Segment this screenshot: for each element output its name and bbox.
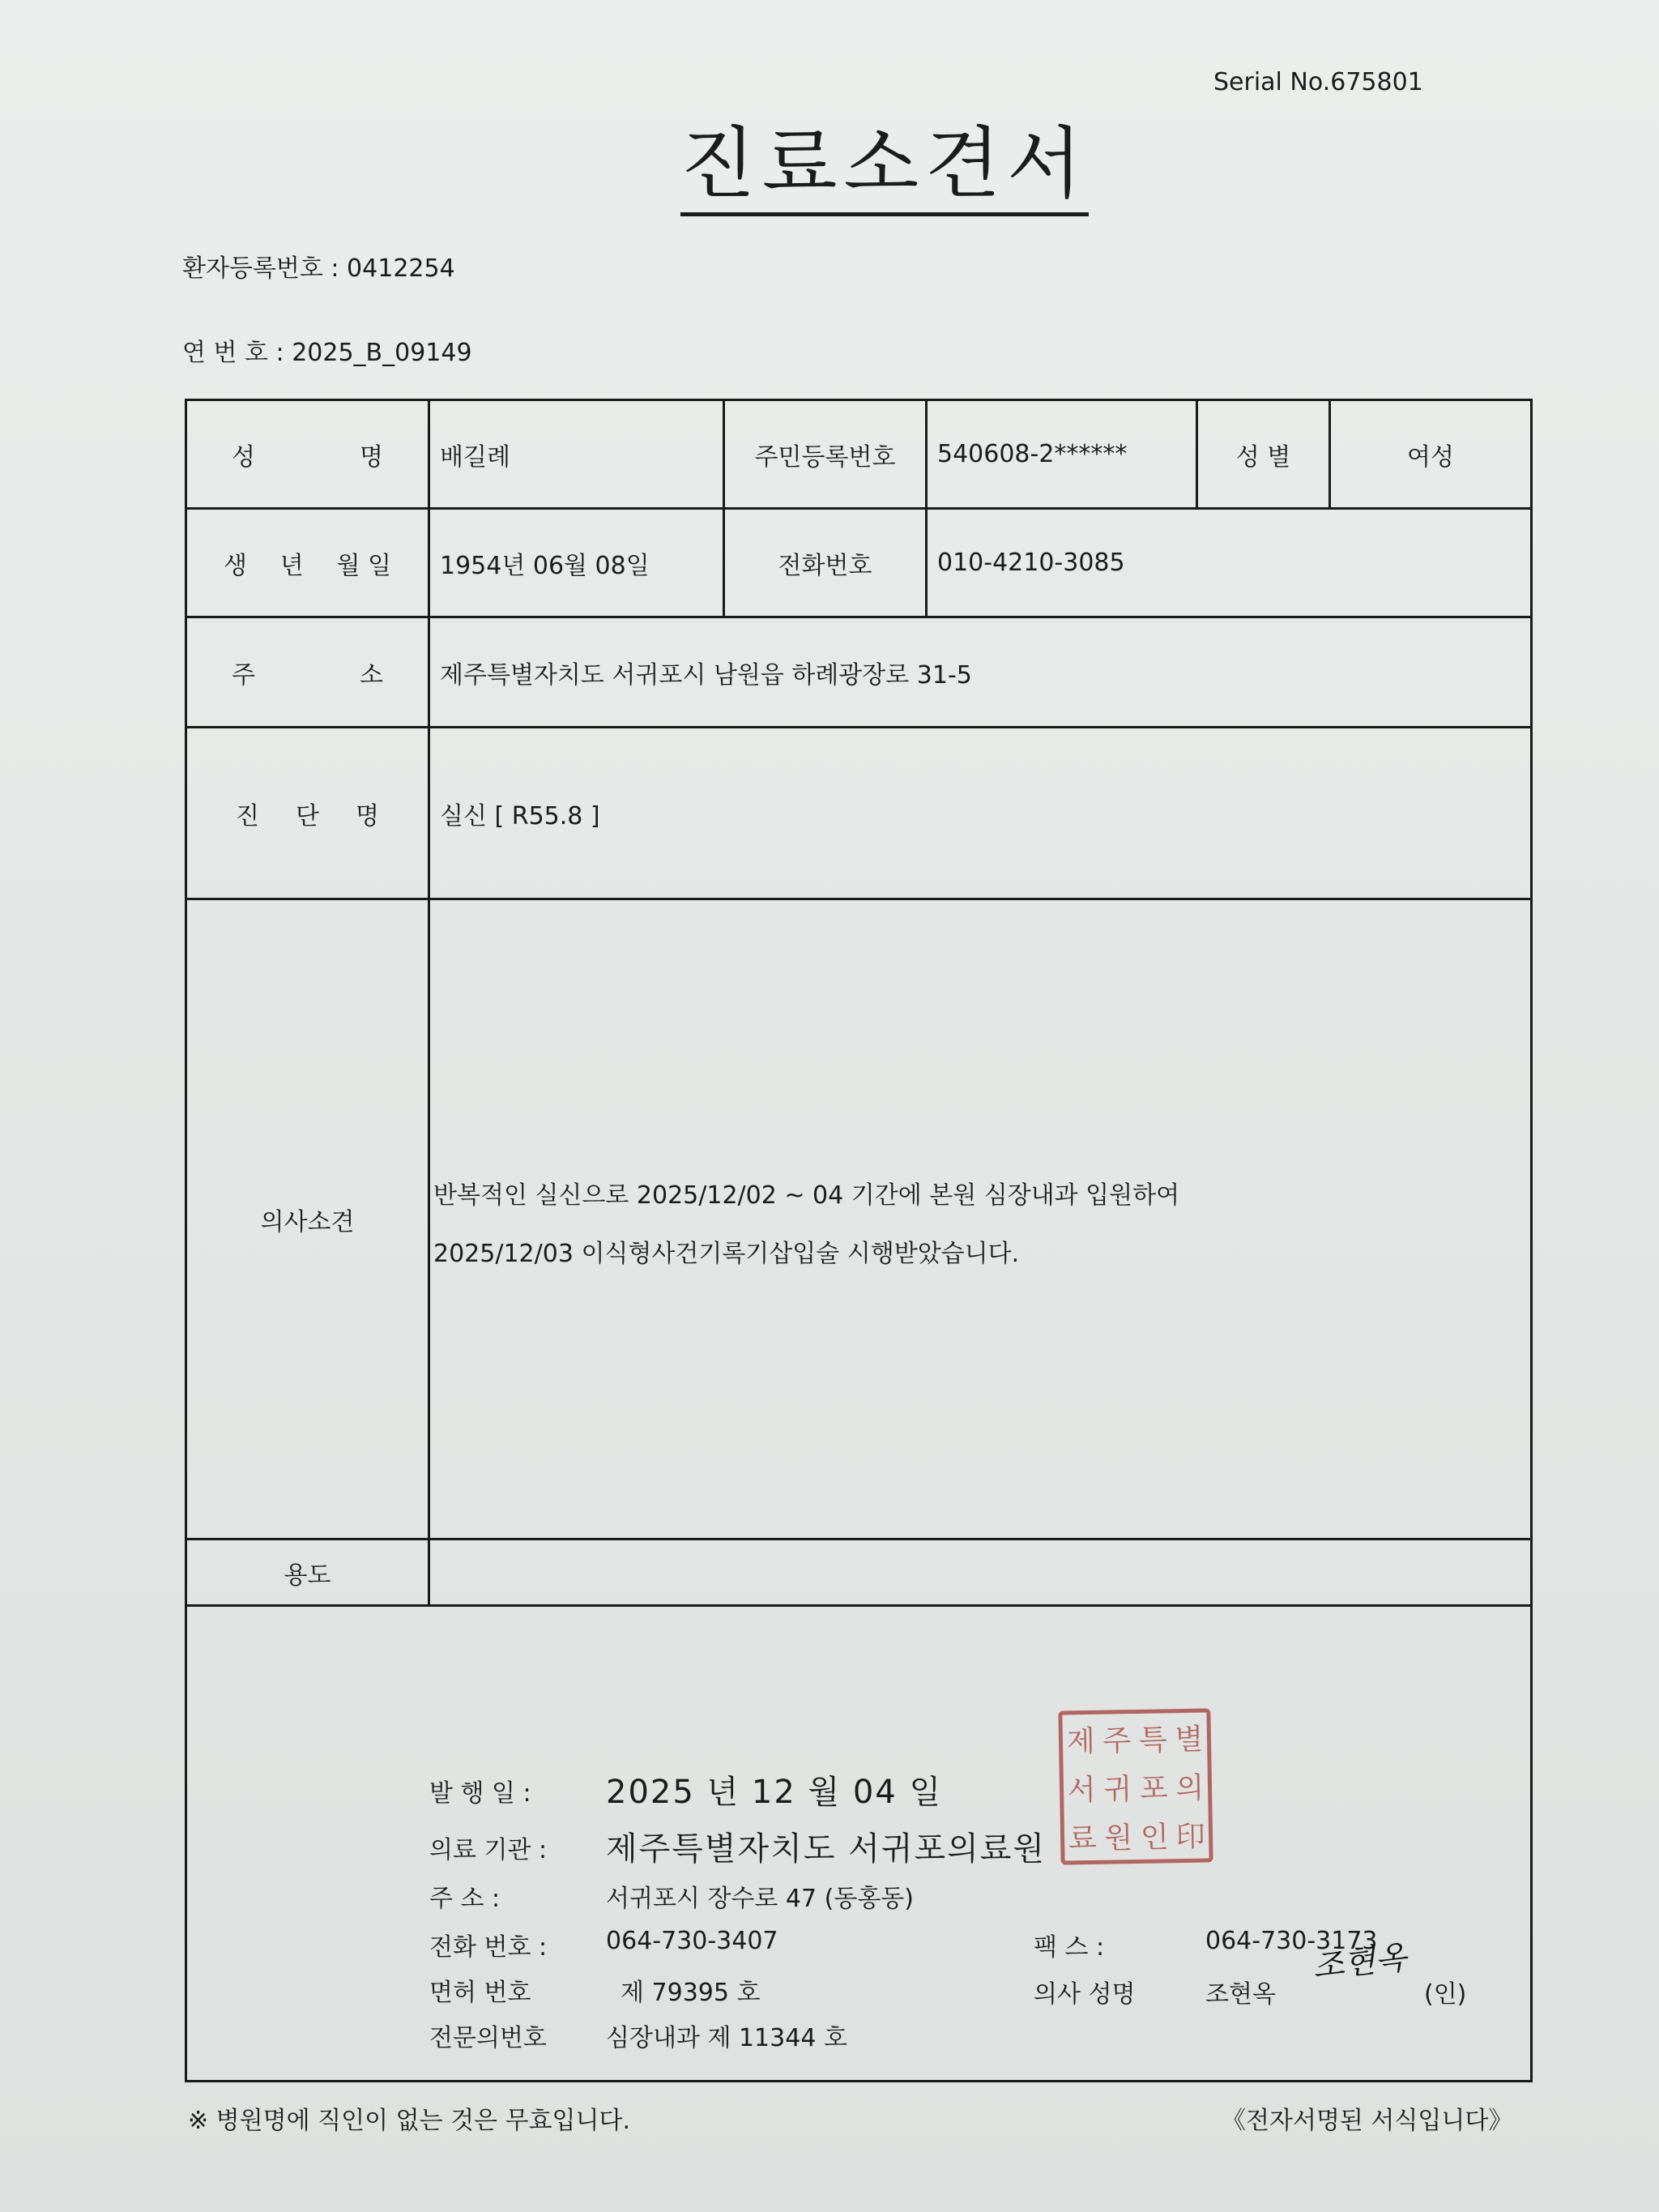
address-label: 주 소 <box>232 660 383 690</box>
institution-address-label: 주 소 : <box>429 1885 501 1913</box>
diagnosis-value: 실신 [ R55.8 ] <box>440 801 600 831</box>
institution-value: 제주특별자치도 서귀포의료원 <box>606 1830 1047 1868</box>
rrn-label: 주민등록번호 <box>754 442 896 472</box>
opinion-text-line-2: 2025/12/03 이식형사건기록기삽입술 시행받았습니다. <box>433 1240 1020 1268</box>
institution-label: 의료 기관 : <box>429 1836 548 1864</box>
document-title: 진료소견서 <box>680 122 1089 216</box>
institution-phone-label: 전화 번호 : <box>429 1933 548 1962</box>
purpose-value <box>430 1540 1530 1604</box>
document-sequence-number: 연 번 호 : 2025_B_09149 <box>182 339 472 367</box>
patient-registration-number: 환자등록번호 : 0412254 <box>182 254 455 283</box>
fax-value: 064-730-3173 <box>1205 1927 1378 1955</box>
license-value: 제 79395 호 <box>621 1979 761 2007</box>
sex-label: 성 별 <box>1235 442 1291 472</box>
electronic-signature-note: 《전자서명된 서식입니다》 <box>1222 2107 1513 2135</box>
institution-address-value: 서귀포시 장수로 47 (동홍동) <box>606 1885 914 1913</box>
doctor-signature: 조현옥 <box>1311 1939 1409 1986</box>
institution-phone-value: 064-730-3407 <box>606 1927 778 1955</box>
birth-label: 생 년 월 일 <box>224 551 391 580</box>
specialist-number-label: 전문의번호 <box>429 2024 547 2052</box>
license-label: 면허 번호 <box>429 1979 531 2007</box>
doctor-name-label: 의사 성명 <box>1034 1980 1136 2009</box>
name-value: 배길례 <box>440 442 510 472</box>
issue-date-value: 2025 년 12 월 04 일 <box>606 1774 943 1811</box>
phone-label: 전화번호 <box>778 551 872 580</box>
diagnosis-label: 진 단 명 <box>236 801 379 831</box>
purpose-label: 용도 <box>284 1561 331 1590</box>
opinion-label: 의사소견 <box>260 1207 355 1236</box>
serial-number: Serial No.675801 <box>1213 68 1423 96</box>
seal-mark: (인) <box>1424 1980 1467 2009</box>
doctor-name-value: 조현옥 <box>1205 1980 1276 2009</box>
fax-label: 팩 스 : <box>1034 1933 1105 1962</box>
address-value: 제주특별자치도 서귀포시 남원읍 하례광장로 31-5 <box>440 660 972 690</box>
opinion-text-line-1: 반복적인 실신으로 2025/12/02 ~ 04 기간에 본원 심장내과 입원하여 <box>433 1181 1180 1210</box>
name-label: 성 명 <box>232 442 383 472</box>
issue-date-label: 발 행 일 : <box>429 1779 531 1808</box>
phone-value: 010-4210-3085 <box>937 549 1125 577</box>
specialist-number-value: 심장내과 제 11344 호 <box>606 2024 847 2052</box>
rrn-value: 540608-2****** <box>937 440 1128 468</box>
birth-value: 1954년 06월 08일 <box>440 551 650 580</box>
official-seal-stamp: 제 주 특 별 서 귀 포 의 료 원 인 印 <box>1058 1708 1213 1864</box>
seal-validity-notice: ※ 병원명에 직인이 없는 것은 무효입니다. <box>188 2107 631 2135</box>
sex-value: 여성 <box>1407 442 1454 472</box>
